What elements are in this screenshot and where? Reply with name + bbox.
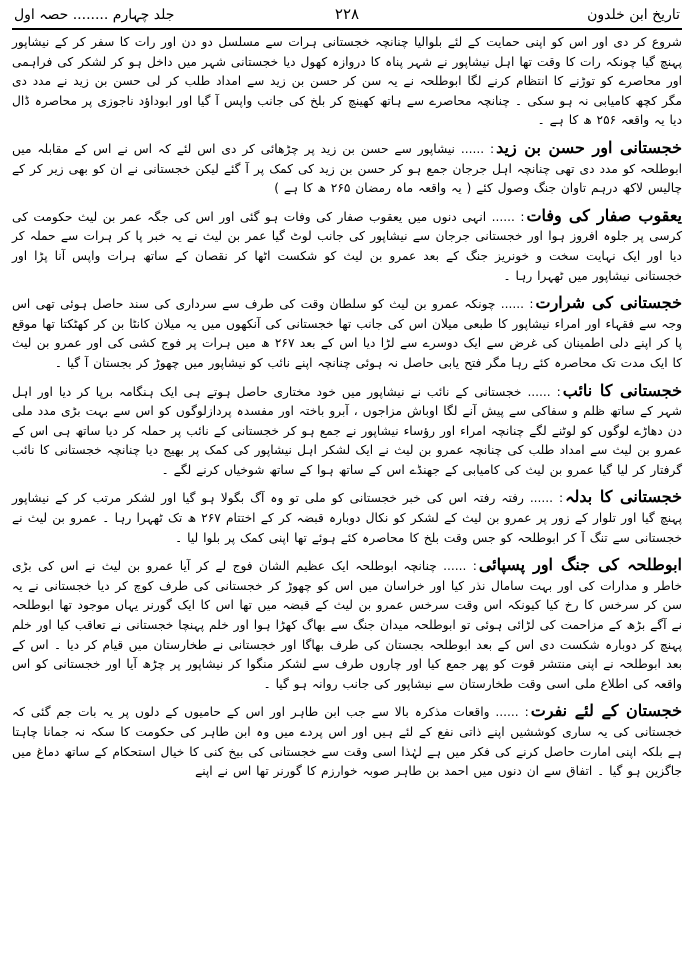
page-number: ۲۲۸ xyxy=(334,5,360,23)
section-title: خجستانی کا بدلہ xyxy=(565,487,682,507)
section-title: یعقوب صفار کی وفات xyxy=(526,205,682,225)
section-title: خجستانی کی شرارت xyxy=(535,293,683,313)
section-text: نیشاپور سے حسن بن زید پر چڑھائی کر دی اس لئے کہ اس نے اس کے مقابلہ میں ابوطلحہ کو مدد دی تھی چنانچہ اہل جرجان جمع ہو کر حسن بن زید کی کمک پر آ گئے لیکن خجستانی نے ان کو بھی زیر کر کے چالیس لاکھ درہم تاوان جنگ وصول کئے ( یہ واقعہ ماہ رمضان ۲۶۵ ھ کا ہے ) xyxy=(12,141,682,196)
section-paragraph xyxy=(12,554,682,694)
title-dots: : ...... xyxy=(443,559,477,574)
title-dots: : ...... xyxy=(495,705,529,720)
section-paragraph xyxy=(12,205,682,286)
section-paragraph xyxy=(12,137,682,199)
section-paragraph xyxy=(12,380,682,481)
title-dots: : ...... xyxy=(529,491,564,506)
header-rule xyxy=(12,28,682,30)
section-paragraph xyxy=(12,486,682,548)
section-title: خجستانی اور حسن بن زید xyxy=(496,137,682,157)
book-title: تاریخ ابن خلدون xyxy=(587,7,680,23)
section-paragraph xyxy=(12,700,682,781)
section-text: واقعات مذکرہ بالا سے جب ابن طاہر اور اس کے حامیوں کے دلوں پر یہ بات جم گئی کہ خجستانی کی یہ ساری کوششیں اپنے ذاتی نفع کے لئے ہیں اور اس پردے میں وہ ابن طاہر کی حکومت کا سکہ نہ جمانا چاہتا ہے بلکہ اپنی امارت حاصل کرنے کی فکر میں ہے لہٰذا اسی وقت سے خجستانی کی بیخ کنی کا خیال استحکام کے ساتھ دماغ میں جاگزین ہو گیا ۔ اتفاق سے ان دنوں میں احمد بن طاہر صوبہ خوارزم کا گورنر تھا اس نے اپنے xyxy=(12,705,682,779)
title-dots: : ...... xyxy=(500,297,534,312)
section-title: خجستانی کا نائب xyxy=(562,380,683,400)
volume-part: جلد چہارم ........ حصہ اول xyxy=(14,7,175,23)
page-body xyxy=(12,33,682,782)
section-text: چونکہ عمرو بن لیث کو سلطان وقت کی طرف سے سرداری کی سند حاصل ہوئی تھی اس وجہ سے فقہاء اور امراء نیشاپور کا طبعی میلان اس کی جانب تھا خجستانی کی آنکھوں میں یہ میلان کانٹا بن کر کھٹکتا تھا موقع پا کر اپنے دلی اطمینان کی غرض سے ایک دوسرے سے لڑا دیا اس کے بعد ۲۶۷ ھ میں ہرات پر فوج کشی کی اور عمرو بن لیث کا ایک مدت تک محاصرہ کئے رہا مگر فتح یابی حاصل نہ ہوئی چنانچہ اپنے نائب کو نیشاپور میں چھوڑ کر بجستان آ گیا ۔ xyxy=(12,297,682,370)
section-text: چنانچہ ابوطلحہ ایک عظیم الشان فوج لے کر آیا عمرو بن لیث نے اس کی بڑی خاطر و مدارات کی اور بہت سامال نذر کیا اور خراسان میں اس کو چھوڑ کر خجستانی کی طرف کوچ کر دیا خجستانی نے یہ سن کر سرخس کا رخ کیا کیونکہ اس وقت سرخس عمرو بن لیث کے قبضہ میں تھا اس کا ایک گورنر یہاں موجود تھا ابوطلحہ نے آگے بڑھ کے مزاحمت کی لڑائی ہوئی تو ابوطلحہ میدان جنگ سے بھاگ کھڑا ہوا اور خلم پہنچا خجستانی نے تعاقب کیا اور خلم پہنچ کر دوبارہ شکست دی اس کے بعد ابوطلحہ بجستان کی طرف بھاگا اور خجستانی نے طخارستان میں قیام کر دیا ۔ اس کے بعد ابوطلحہ نے اپنی منتشر قوت کو پھر جمع کیا اور چاروں طرف سے لشکر منگوا کر نیشاپور پر چڑھ آیا اور خجستانی کو اس واقعہ کی اطلاع ملی اسی وقت طخارستان سے نیشاپور کی جانب روانہ ہو گیا ۔ xyxy=(12,559,682,691)
intro-text: شروع کر دی اور اس کو اپنی حمایت کے لئے بلوالیا چنانچہ خجستانی ہرات سے مسلسل دو دن اور رات کا سفر کر کے نیشاپور پہنچ گیا چونکہ رات کا وقت تھا اہل نیشاپور نے شہر پناہ کا دروازہ کھول دیا خجستانی شہر میں داخل ہو کر لشکر کی فراہمی اور محاصرے کو توڑنے کا انتظام کرنے لگا ابوطلحہ نے یہ سن کر حسن بن زید سے امداد طلب کر لی حسن بن زید نے مدد دی مگر کچھ کامیابی نہ ہو سکی ۔ چنانچہ محاصرے سے ہاتھ کھینچ کر بلخ کی جانب واپس آ گیا اور ابوداؤد ناجوزی پر محاصرہ ڈال دیا یہ واقعہ ۲۵۶ ھ کا ہے ۔ xyxy=(12,35,682,128)
intro-paragraph xyxy=(12,33,682,131)
title-dots: : ...... xyxy=(527,384,561,399)
section-title: ابوطلحہ کی جنگ اور پسپائی xyxy=(478,555,682,575)
page-header xyxy=(12,0,682,28)
section-text: انہی دنوں میں یعقوب صفار کی وفات ہو گئی اور اس کی جگہ عمر بن لیث حکومت کی کرسی پر جلوہ افروز ہوا اور خجستانی جرجان سے نیشاپور کی جانب لوٹ گیا عمر بن لیث نے یہ خبر پا کر ہرات سے حملہ کر دیا اور ایک نہایت سخت و خونریز جنگ کے بعد عمرو بن لیث کو شکست اٹھا کر نقصان کے ساتھ ہرات واپس آنا پڑا اور خجستانی نیشاپور میں ٹھہرا رہا ۔ xyxy=(12,209,682,283)
section-text: خجستانی کے نائب نے نیشاپور میں خود مختاری حاصل ہوتے ہی ایک ہنگامہ برپا کر دیا اور اہل شہر کے ساتھ ظلم و سفاکی سے پیش آنے لگا اوباش مزاجوں ، آبرو باختہ اور مفسدہ پردازلوگوں کو اس سے بہت بڑی مدد ملی دن دھاڑے لوگوں کو لوٹنے لگے چنانچہ امراء اور رؤساء نیشاپور نے جمع ہو کر خجستانی کے نائب پر حملہ کر دیا ساتھ ہی اس کے عمرو بن لیث سے امداد طلب کی چنانچہ عمرو بن لیث نے ایک لشکر اہل نیشاپور کی کمک پر بھیج دیا چنانچہ خجستانی کا نائب گرفتار کر لیا گیا عمرو بن لیث کی کامیابی کے جھنڈے اس کے ساتھ ہوا کے ساتھ شوخیاں کرنے لگے ۔ xyxy=(12,384,682,477)
section-title: خجستان کے لئے نفرت xyxy=(530,701,682,721)
section-paragraph xyxy=(12,292,682,373)
section-text: رفتہ رفتہ اس کی خبر خجستانی کو ملی تو وہ آگ بگولا ہو گیا اور لشکر مرتب کر کے نیشاپور پہنچ گیا اور تلوار کے زور پر عمرو بن لیث کے لشکر کو نکال دوبارہ قبضہ کر کے اختتام ۲۶۷ ھ تک ٹھہرا رہا ۔ عمرو بن لیث نے خجستانی سے تنگ آ کر ابوطلحہ کو جس وقت بلخ کا محاصرہ کئے ہوئے تھا اپنی کمک پر بلوا لیا ۔ xyxy=(12,491,682,545)
title-dots: : ...... xyxy=(491,209,525,224)
title-dots: : ...... xyxy=(460,141,495,156)
